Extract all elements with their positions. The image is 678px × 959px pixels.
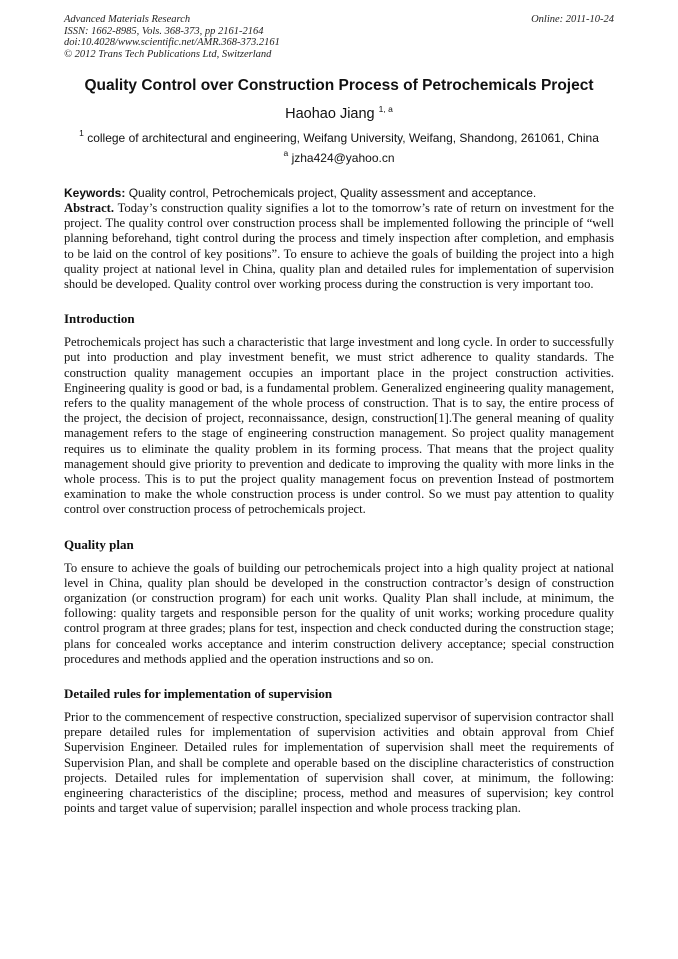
paper-title: Quality Control over Construction Process of Petrochemicals Project xyxy=(84,77,594,94)
affiliation-superscript: 1 xyxy=(79,128,84,138)
paper-page xyxy=(64,14,614,817)
email-line xyxy=(64,150,614,166)
journal-header xyxy=(64,14,614,60)
keywords-text: Quality control, Petrochemicals project, Quality assessment and acceptance. xyxy=(128,186,537,200)
affiliation-line xyxy=(64,130,614,146)
section-heading-introduction: Introduction xyxy=(64,311,135,327)
keywords xyxy=(64,185,614,201)
section-heading-quality-plan: Quality plan xyxy=(64,536,134,552)
email-superscript: a xyxy=(283,148,289,158)
section-body-introduction: Petrochemicals project has such a characteristic that large investment and long cycle. In order to successfully put into production and play investment benefit, we must strict adherence to quality standards. The construction quality management occupies an important place in the project construction activities. Engineering quality is good or bad, is a fundamental problem. Generalized engineering quality management, refers to the quality management of the whole process of construction. That is to say, the entire process of the project, the decision of project, reconnaissance, design, construction[1].The general meaning of quality management refers to the stage of engineering construction management. So project quality management requires us to eliminate the quality problem in its forming process. That means that the project quality management should give priority to prevention and dedicate to improving the quality with more links in the whole process. This is to put the project quality management focus on prevention Instead of postmortem examination to make the whole construction process is under control. So we must pay attention to quality control over construction process of petrochemicals project. xyxy=(64,335,614,517)
section-heading-supervision-rules: Detailed rules for implementation of supervision xyxy=(64,686,333,702)
section-body-supervision-rules: Prior to the commencement of respective construction, specialized supervisor of supervision contractor shall prepare detailed rules for implementation of supervision activities and obtain approval from Chief Supervision Engineer. Detailed rules for implementation of supervision shall meet the requirements of Supervision Plan, and shall be complete and operable based on the discipline characteristics of construction projects. Detailed rules for implementation of supervision shall cover, at minimum, the following: engineering characteristics of the discipline; process, method and measures of supervision; key control points and target value of supervision; parallel inspection and whole process tracking plan. xyxy=(64,710,614,816)
issn-line: ISSN: 1662-8985, Vols. 368-373, pp 2161-2164 xyxy=(64,25,264,37)
doi-line: doi:10.4028/www.scientific.net/AMR.368-373.2161 xyxy=(64,37,280,48)
journal-name: Advanced Materials Research xyxy=(64,14,191,25)
author-superscript: 1, a xyxy=(378,104,393,114)
keywords-label: Keywords: xyxy=(64,186,126,200)
affiliation-text: college of architectural and engineering, Weifang University, Weifang, Shandong, 261061, China xyxy=(87,131,599,145)
abstract-label: Abstract. xyxy=(64,201,115,215)
copyright-line: © 2012 Trans Tech Publications Ltd, Switzerland xyxy=(64,48,272,60)
author-line xyxy=(64,105,614,123)
author-name: Haohao Jiang xyxy=(285,106,375,122)
abstract-text: Today’s construction quality signifies a lot to the tomorrow’s rate of return on investment for the project. The quality control over construction process shall be implemented following the principle of “well planning beforehand, tight control during the process and timely inspection after completion, and emphasis to be laid on the control of key positions”. To ensure to achieve the goals of building the project into a high quality project at national level in China, quality plan and detailed rules for implementation of supervision should be developed. Quality control over working process during the construction is very important too. xyxy=(64,201,614,292)
email-address: jzha424@yahoo.cn xyxy=(291,151,395,165)
online-date: Online: 2011-10-24 xyxy=(531,14,614,25)
section-body-quality-plan: To ensure to achieve the goals of building our petrochemicals project into a high quality project at national level in China, quality plan should be developed in the construction contractor’s design of construction organization (or construction program) for each unit works. Quality Plan shall include, at minimum, the following: quality targets and responsible person for the quality of unit works; working procedure quality control program at three grades; plans for test, inspection and check conducted during the construction stage; plans for concealed works acceptance and interim construction delivery acceptance; special construction procedures and methods applied and the operation instructions and so on. xyxy=(64,560,614,666)
abstract xyxy=(64,201,614,292)
